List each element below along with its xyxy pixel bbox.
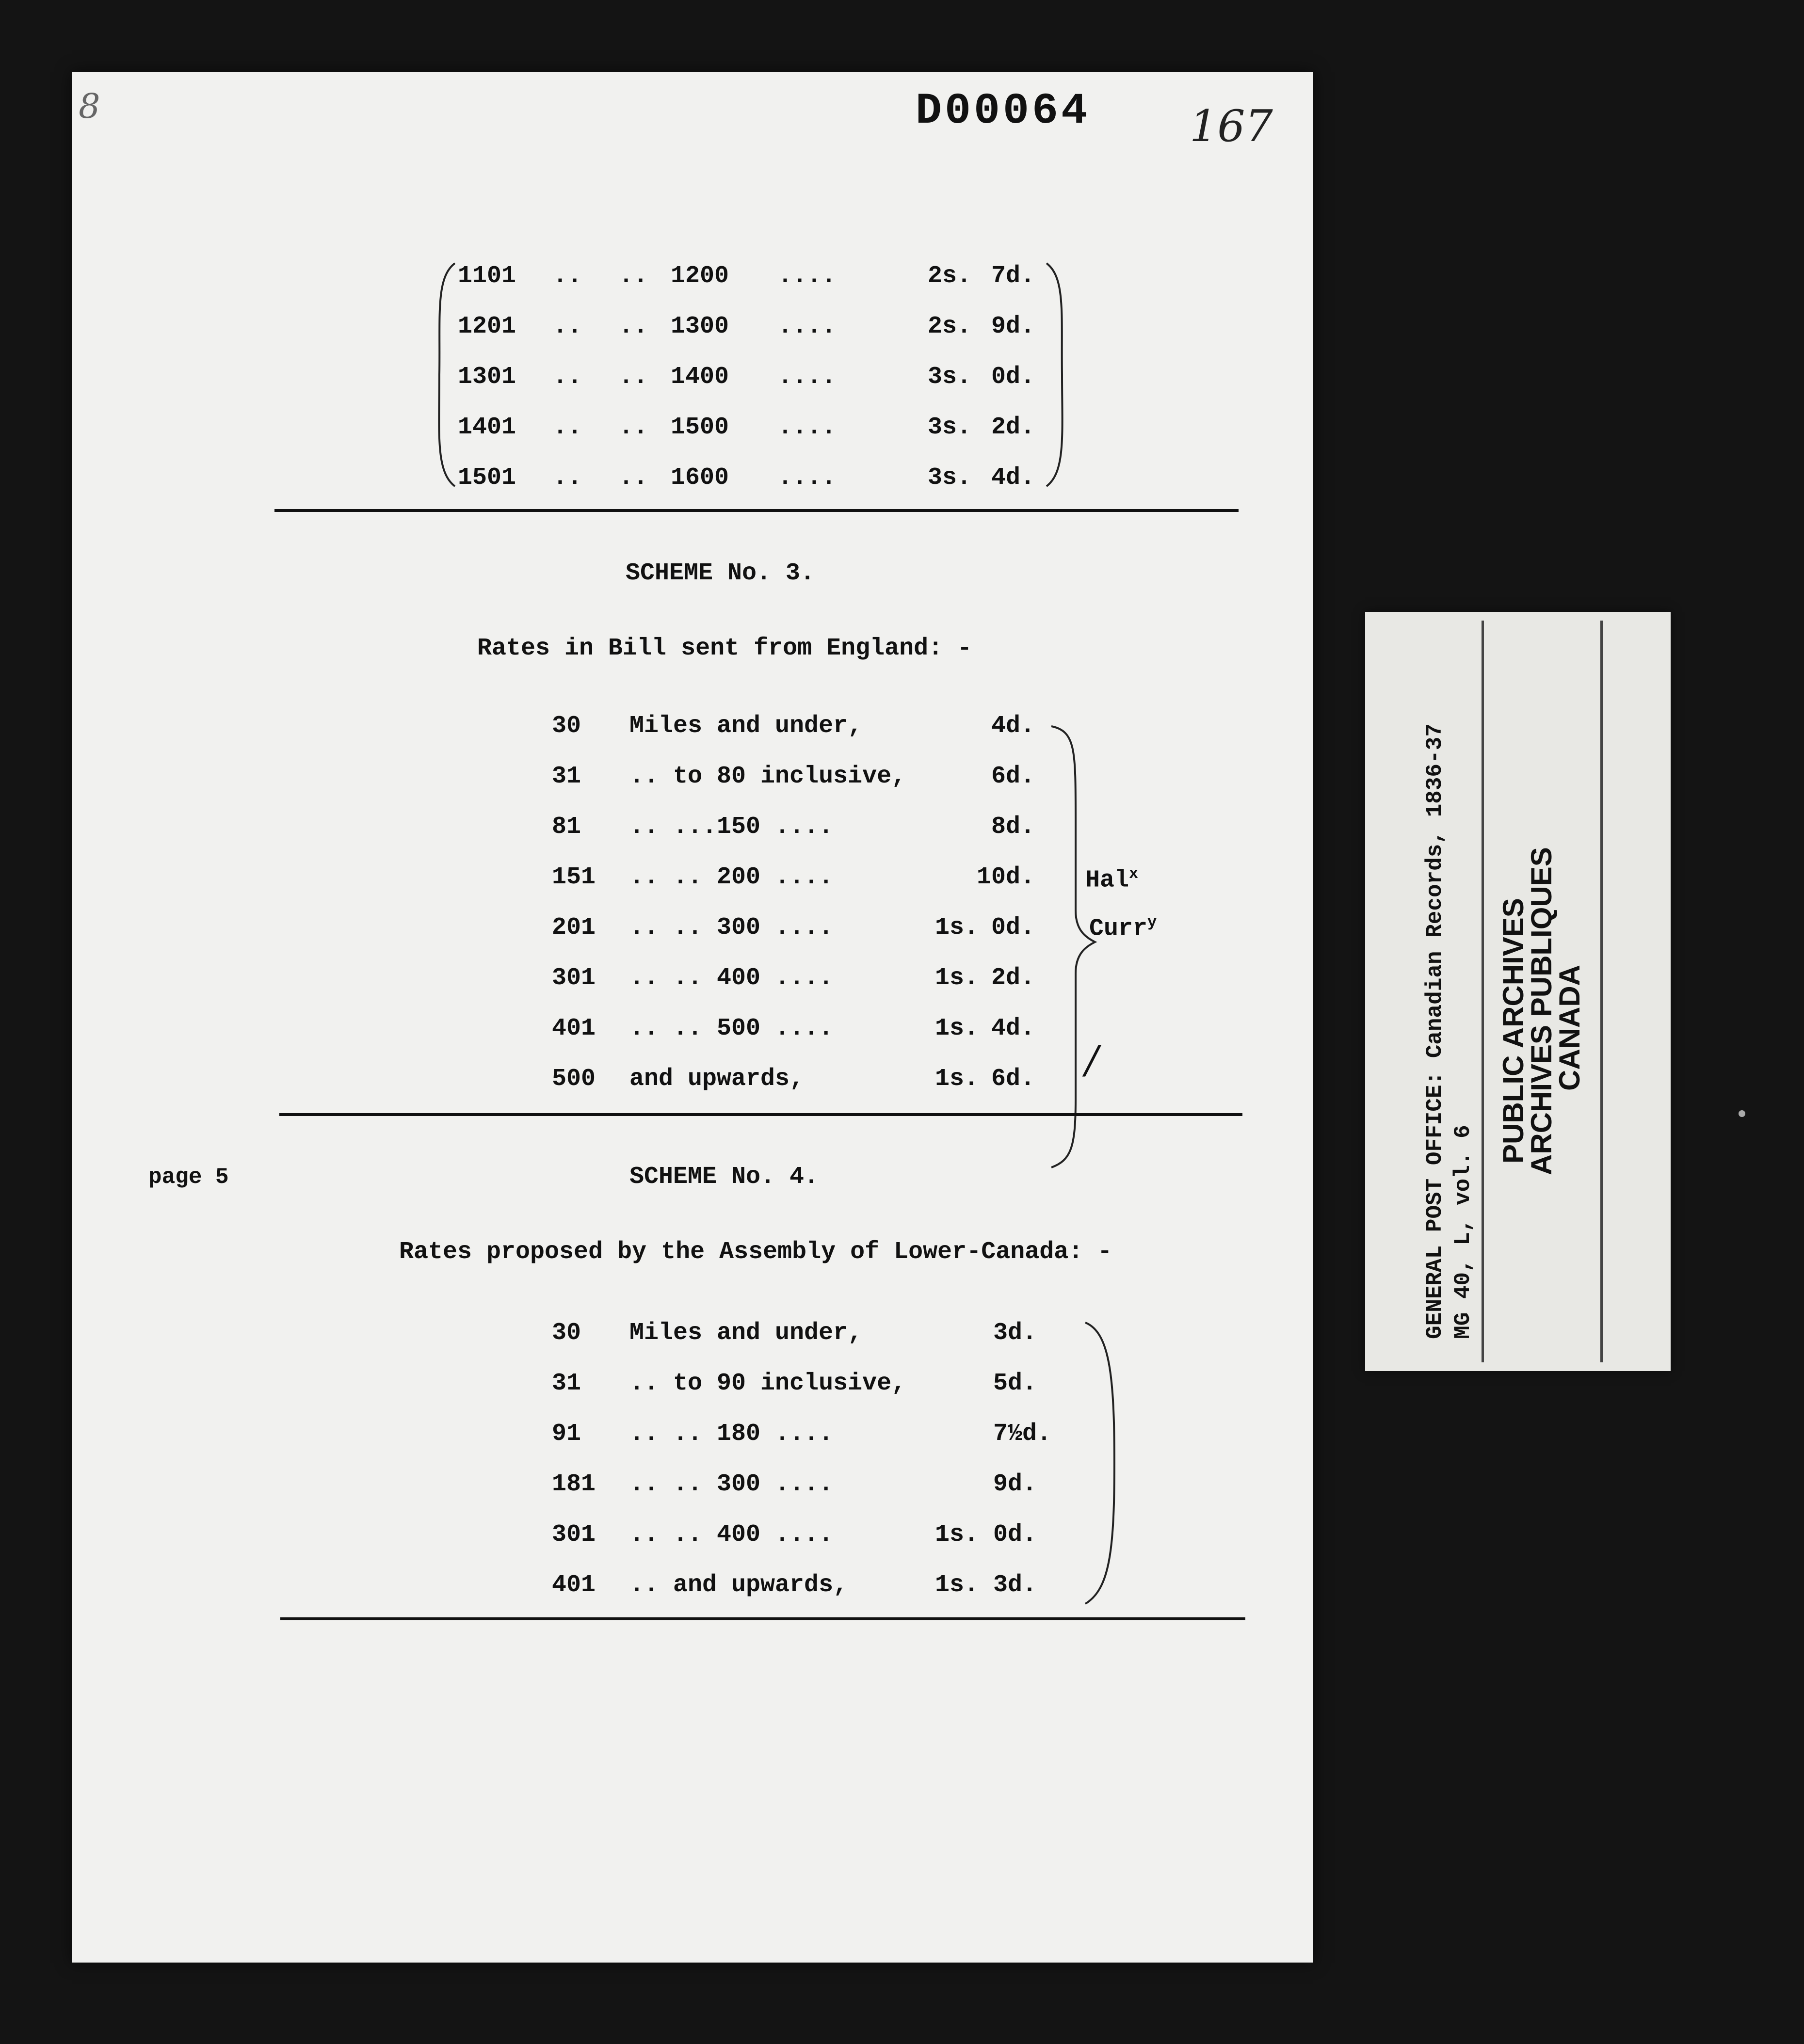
scheme2-cell: 2s. bbox=[928, 262, 972, 290]
document-number-stamp: D00064 bbox=[916, 87, 1091, 136]
scheme2-cell: .... bbox=[778, 363, 837, 391]
scheme4-cell: 30 bbox=[552, 1319, 581, 1347]
scheme2-cell: .. bbox=[619, 262, 648, 290]
scheme2-cell: .. bbox=[553, 313, 582, 340]
scheme4-cell: 5d. bbox=[993, 1370, 1037, 1397]
scheme2-cell: 1501 bbox=[458, 464, 516, 492]
scheme2-right-bracket bbox=[1042, 258, 1071, 491]
archive-label-card bbox=[1365, 612, 1671, 1371]
scheme3-cell: 6d. bbox=[991, 763, 1035, 790]
scheme3-cell: 30 bbox=[552, 712, 581, 740]
margin-note-currency: Curr$^y$ bbox=[1089, 913, 1157, 943]
scheme3-cell: 401 bbox=[552, 1015, 596, 1042]
scheme4-cell: 301 bbox=[552, 1521, 596, 1549]
scheme3-cell: Miles and under, bbox=[629, 712, 863, 740]
scheme2-cell: 1201 bbox=[458, 313, 516, 340]
divider-rule-2 bbox=[279, 1113, 1242, 1116]
scheme4-title: SCHEME No. 4. bbox=[629, 1163, 819, 1191]
scheme2-left-bracket bbox=[431, 258, 460, 491]
scheme2-cell: .... bbox=[778, 414, 837, 441]
scheme4-cell: 0d. bbox=[993, 1521, 1037, 1549]
scheme4-cell: Miles and under, bbox=[629, 1319, 863, 1347]
page-label: page 5 bbox=[148, 1165, 229, 1190]
scheme2-cell: 0d. bbox=[991, 363, 1035, 391]
archive-record-line-2: MG 40, L, vol. 6 bbox=[1450, 1125, 1476, 1339]
scheme3-cell: 2d. bbox=[991, 964, 1035, 992]
scheme2-cell: .... bbox=[778, 313, 837, 340]
scheme2-cell: 1600 bbox=[671, 464, 729, 492]
scheme3-cell: 500 bbox=[552, 1065, 596, 1093]
scheme4-cell: 3d. bbox=[993, 1319, 1037, 1347]
margin-note-half: Hal$^x$ bbox=[1085, 865, 1139, 894]
divider-rule-3 bbox=[280, 1617, 1245, 1620]
scheme3-cell: 8d. bbox=[991, 813, 1035, 841]
document-page bbox=[72, 72, 1313, 1963]
scheme3-cell: 10d. bbox=[977, 863, 1035, 891]
scheme2-cell: 3s. bbox=[928, 363, 972, 391]
scheme2-cell: 1400 bbox=[671, 363, 729, 391]
scheme4-cell: 3d. bbox=[993, 1571, 1037, 1599]
archive-org-french: ARCHIVES PUBLIQUES bbox=[1525, 847, 1558, 1175]
scheme4-cell: .. .. 180 .... bbox=[629, 1420, 834, 1448]
scheme4-cell: 7½d. bbox=[993, 1420, 1052, 1448]
scheme2-cell: .. bbox=[619, 464, 648, 492]
scheme3-cell: .. .. 200 .... bbox=[629, 863, 834, 891]
scheme2-cell: 3s. bbox=[928, 414, 972, 441]
scheme2-cell: 1300 bbox=[671, 313, 729, 340]
scheme2-cell: 1301 bbox=[458, 363, 516, 391]
scheme2-cell: .. bbox=[553, 414, 582, 441]
scheme2-cell: .... bbox=[778, 464, 837, 492]
film-speck bbox=[1739, 1110, 1745, 1117]
scheme3-cell: .. .. 300 .... bbox=[629, 914, 834, 942]
scheme4-cell: .. .. 400 .... bbox=[629, 1521, 834, 1549]
scheme4-cell: .. .. 300 .... bbox=[629, 1470, 834, 1498]
scheme2-cell: .... bbox=[778, 262, 837, 290]
scheme2-cell: 9d. bbox=[991, 313, 1035, 340]
scheme4-cell: 1s. bbox=[935, 1521, 979, 1549]
scheme2-cell: .. bbox=[619, 363, 648, 391]
scheme3-cell: 31 bbox=[552, 763, 581, 790]
scheme3-cell: 6d. bbox=[991, 1065, 1035, 1093]
scheme3-cell: .. .. 500 .... bbox=[629, 1015, 834, 1042]
scheme2-cell: 2d. bbox=[991, 414, 1035, 441]
scheme2-cell: .. bbox=[553, 464, 582, 492]
scheme3-cell: .. ...150 .... bbox=[629, 813, 834, 841]
scheme3-cell: 1s. bbox=[935, 1065, 979, 1093]
handwritten-page-number: 167 bbox=[1190, 101, 1273, 152]
scheme2-cell: 4d. bbox=[991, 464, 1035, 492]
scheme3-cell: 151 bbox=[552, 863, 596, 891]
scheme3-cell: and upwards, bbox=[629, 1065, 805, 1093]
scheme4-cell: .. to 90 inclusive, bbox=[629, 1370, 906, 1397]
scheme4-cell: 9d. bbox=[993, 1470, 1037, 1498]
divider-rule-1 bbox=[274, 509, 1239, 512]
scheme3-cell: 1s. bbox=[935, 1015, 979, 1042]
scheme2-cell: 3s. bbox=[928, 464, 972, 492]
scheme3-cell: 1s. bbox=[935, 964, 979, 992]
scheme3-right-brace bbox=[1047, 721, 1100, 1172]
archive-org-english: PUBLIC ARCHIVES bbox=[1497, 898, 1530, 1164]
scheme3-cell: 4d. bbox=[991, 1015, 1035, 1042]
scheme3-cell: .. to 80 inclusive, bbox=[629, 763, 906, 790]
scheme3-cell: 81 bbox=[552, 813, 581, 841]
scheme2-cell: .. bbox=[619, 414, 648, 441]
scheme2-cell: 1500 bbox=[671, 414, 729, 441]
scheme2-cell: .. bbox=[553, 262, 582, 290]
scheme3-subtitle: Rates in Bill sent from England: - bbox=[477, 635, 972, 662]
scheme2-cell: 1101 bbox=[458, 262, 516, 290]
scheme2-cell: .. bbox=[619, 313, 648, 340]
corner-pencil-mark: 8 bbox=[79, 86, 100, 126]
scheme4-subtitle: Rates proposed by the Assembly of Lower-Canada: - bbox=[399, 1238, 1112, 1266]
scheme3-cell: 4d. bbox=[991, 712, 1035, 740]
scheme4-cell: .. and upwards, bbox=[629, 1571, 848, 1599]
scheme2-cell: 1401 bbox=[458, 414, 516, 441]
scheme3-title: SCHEME No. 3. bbox=[626, 559, 815, 587]
scheme3-cell: 1s. bbox=[935, 914, 979, 942]
scheme2-cell: 1200 bbox=[671, 262, 729, 290]
scheme2-cell: 2s. bbox=[928, 313, 972, 340]
scheme3-cell: .. .. 400 .... bbox=[629, 964, 834, 992]
scheme2-cell: 7d. bbox=[991, 262, 1035, 290]
archive-record-line-1: GENERAL POST OFFICE: Canadian Records, 1836-37 bbox=[1422, 723, 1448, 1339]
archive-org-country: CANADA bbox=[1553, 965, 1586, 1091]
scheme4-cell: 181 bbox=[552, 1470, 596, 1498]
scheme4-right-bracket bbox=[1080, 1318, 1119, 1609]
archive-label-panel bbox=[1482, 621, 1603, 1362]
scheme4-cell: 91 bbox=[552, 1420, 581, 1448]
scheme4-cell: 31 bbox=[552, 1370, 581, 1397]
scheme3-cell: 0d. bbox=[991, 914, 1035, 942]
check-tick-mark: / bbox=[1085, 1037, 1098, 1082]
scheme3-cell: 201 bbox=[552, 914, 596, 942]
scheme4-cell: 401 bbox=[552, 1571, 596, 1599]
scheme4-cell: 1s. bbox=[935, 1571, 979, 1599]
scheme2-cell: .. bbox=[553, 363, 582, 391]
scheme3-cell: 301 bbox=[552, 964, 596, 992]
